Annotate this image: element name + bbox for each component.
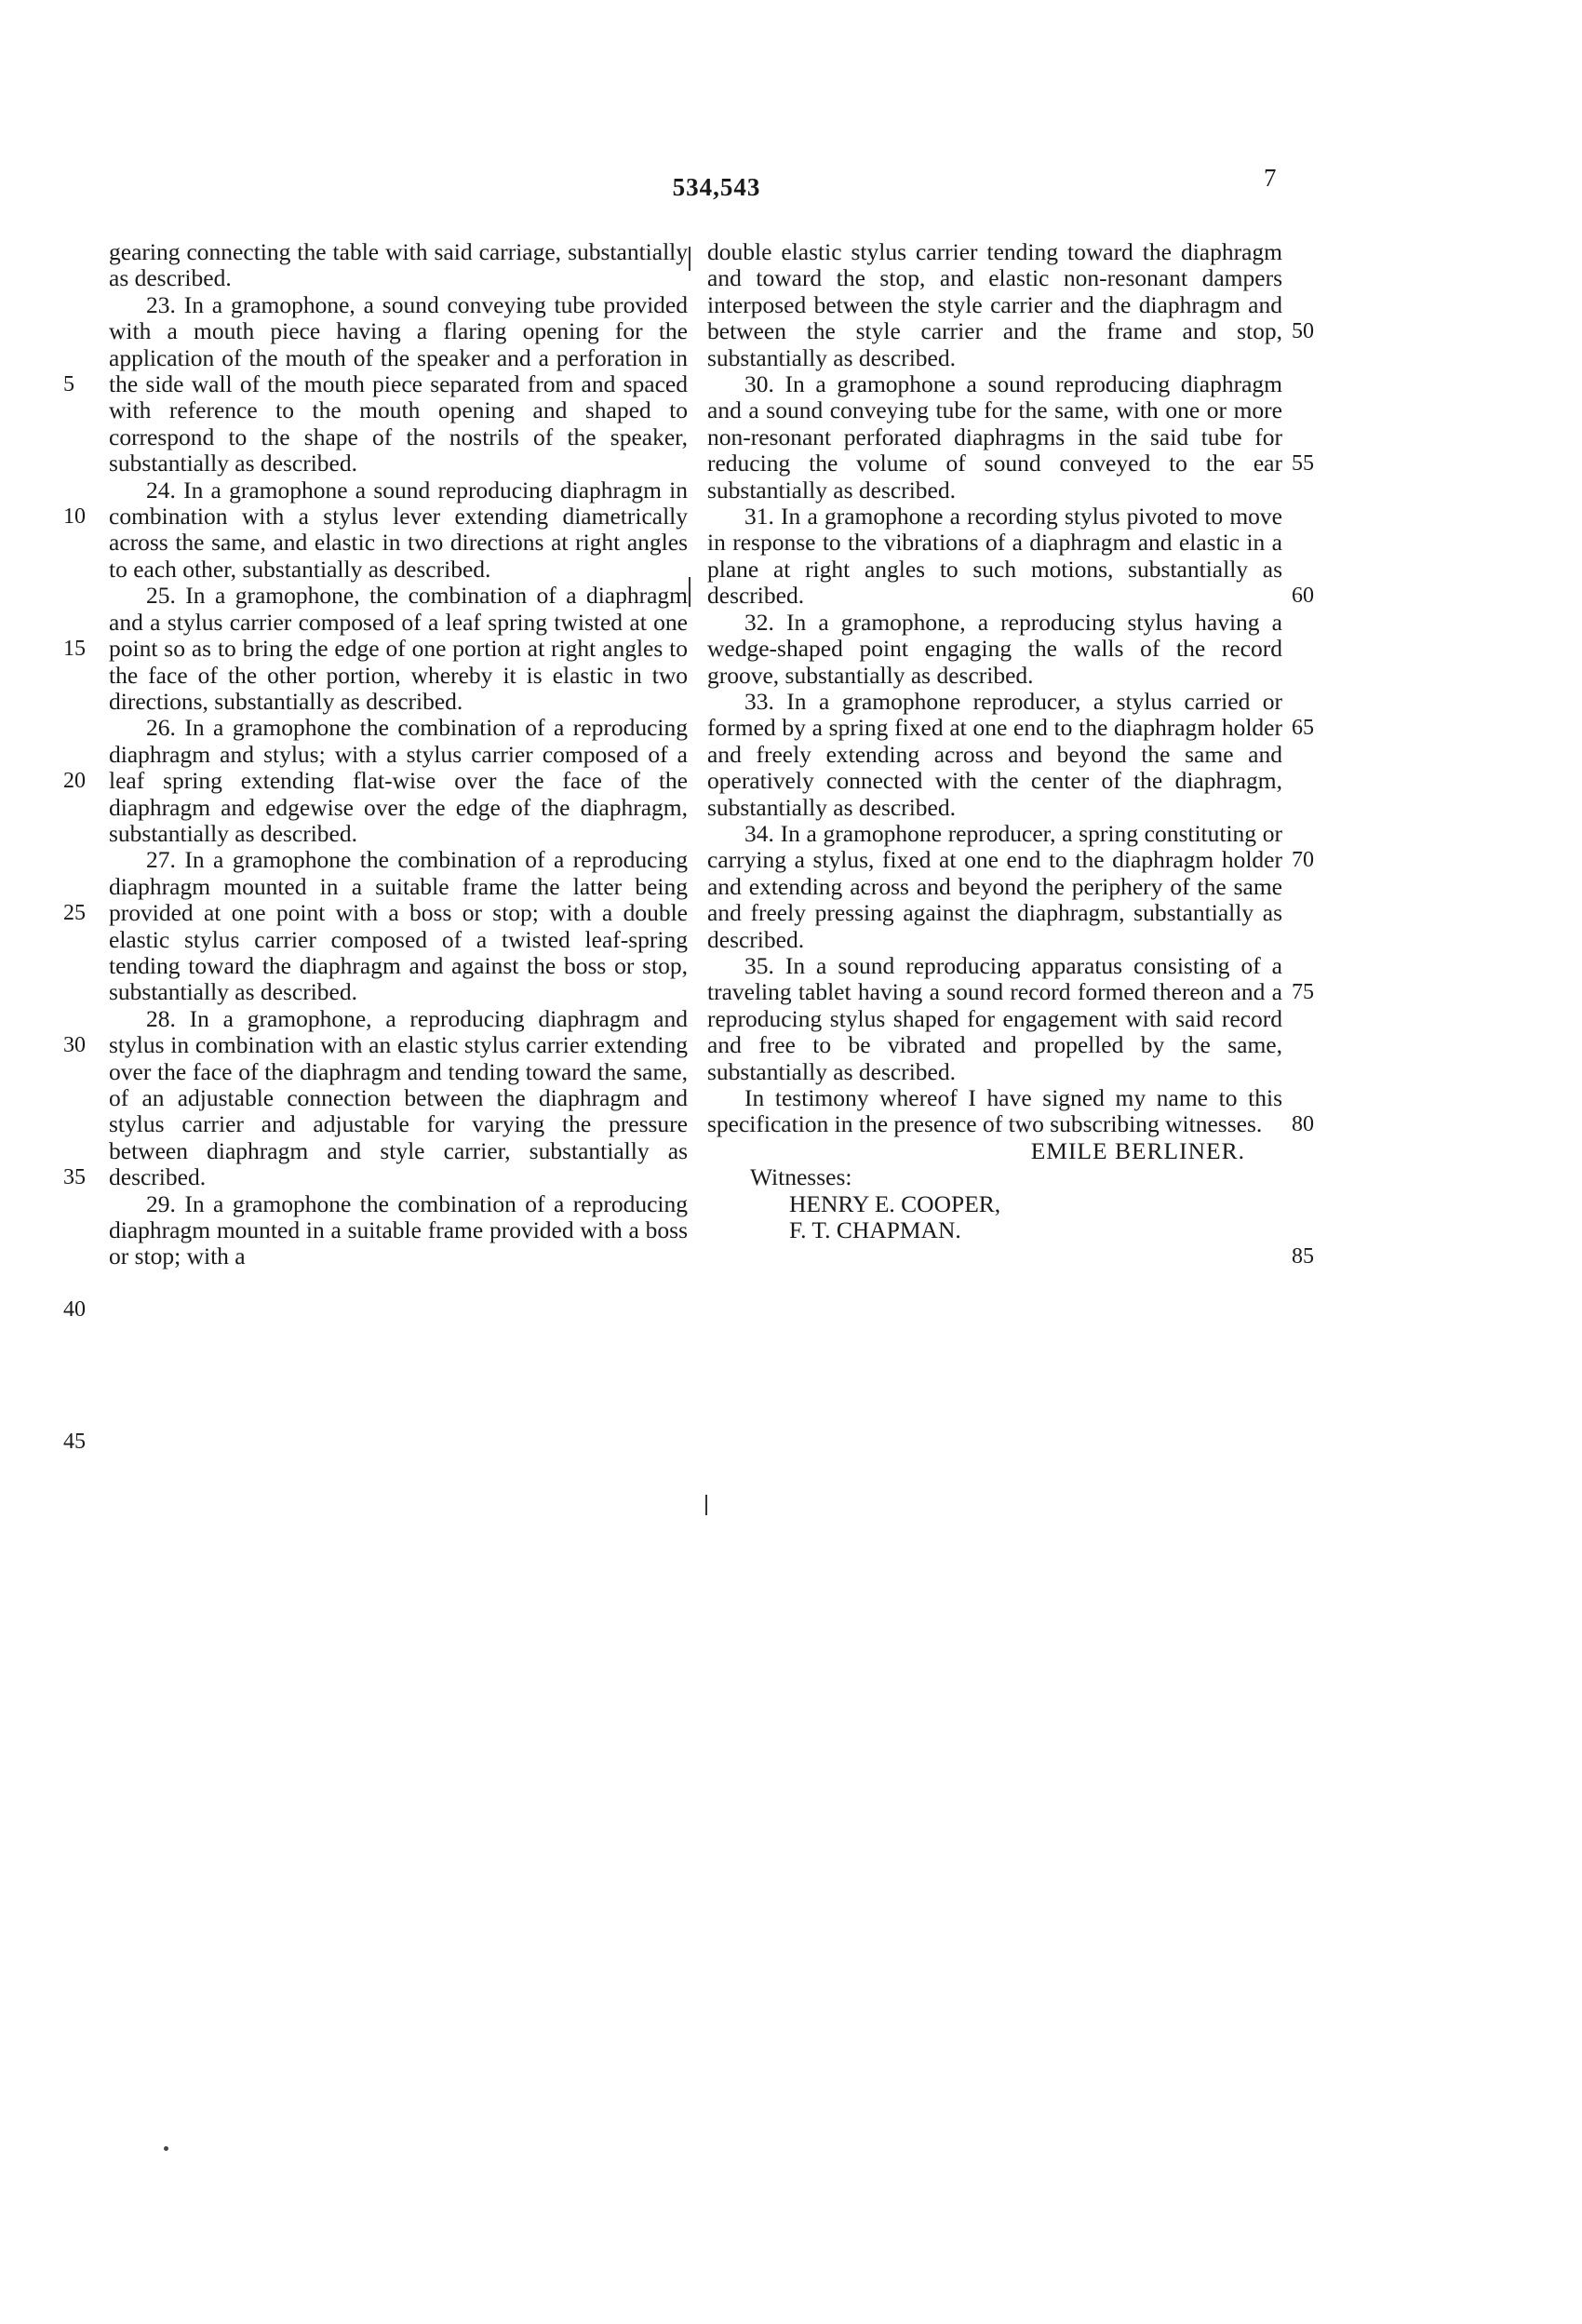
patent-number: 534,543 bbox=[672, 173, 761, 201]
claim-25: 25. In a gramophone, the combination of a diaphragm and a stylus carrier composed of a leaf spring twisted at one point so as to bring the edge of one portion at right angles to the face of the other portion, whereby it is elastic in two directions, substantially as described. bbox=[109, 582, 688, 715]
margin-line-number: 55 bbox=[1292, 451, 1314, 476]
claim-26: 26. In a gramophone the combination of a reproducing diaphragm and stylus; with a stylus carrier composed of a leaf spring extending flat-wise over the face of the diaphragm and edgewise over the edge of the diaphragm, substantially as described. bbox=[109, 714, 688, 847]
claim-32: 32. In a gramophone, a reproducing stylus having a wedge-shaped point engaging the walls of the record groove, substantially as described. bbox=[707, 608, 1282, 689]
left-column bbox=[109, 239, 688, 1270]
column-divider bbox=[705, 1495, 707, 1515]
margin-line-number: 85 bbox=[1292, 1244, 1314, 1269]
margin-line-number: 15 bbox=[63, 637, 86, 661]
margin-line-number: 40 bbox=[63, 1297, 86, 1322]
claim-paragraph: gearing connecting the table with said carriage, substantially as described. bbox=[109, 238, 688, 292]
claim-30: 30. In a gramophone a sound reproducing diaphragm and a sound conveying tube for the same, with one or more non-resonant perforated diaphragms in the said tube for reducing the volume of sound conveyed to the ear substantially as described. bbox=[707, 370, 1282, 504]
claim-33: 33. In a gramophone reproducer, a stylus carried or formed by a spring fixed at one end to the diaphragm holder and freely extending across and beyond the same and operatively connected with the center of the diaphragm, substantially as described. bbox=[707, 687, 1282, 821]
inventor-signature: EMILE BERLINER. bbox=[1030, 1136, 1245, 1164]
margin-line-number: 45 bbox=[63, 1430, 86, 1454]
claim-28: 28. In a gramophone, a reproducing diaphragm and stylus in combination with an elastic stylus carrier extending over the face of the diaphragm and tending toward the same, of an adjustable connection between the diaphragm and stylus carrier and adjustable for varying the pressure between diaphragm and style carrier, substantially as described. bbox=[109, 1004, 688, 1191]
claim-23: 23. In a gramophone, a sound conveying tube provided with a mouth piece having a flaring opening for the application of the mouth of the speaker and a perforation in the side wall of the mouth piece separated from and spaced with reference to the mouth opening and shaped to correspond to the shape of the nostrils of the speaker, substantially as described. bbox=[109, 290, 688, 477]
claim-paragraph: double elastic stylus carrier tending toward the diaphragm and toward the stop, and elastic non-resonant dampers interposed between the style carrier and the diaphragm and between the style carrier and the frame and stop, substantially as described. bbox=[707, 238, 1282, 371]
claim-35: 35. In a sound reproducing apparatus consisting of a traveling tablet having a sound record formed thereon and a reproducing stylus shaped for engagement with said record and free to be vibrated and propelled by the same, substantially as described. bbox=[707, 951, 1282, 1085]
testimony-paragraph: In testimony whereof I have signed my name to this specification in the presence of two subscribing witnesses. bbox=[707, 1084, 1282, 1138]
claim-31: 31. In a gramophone a recording stylus pivoted to move in response to the vibrations of a diaphragm and elastic in a plane at right angles to such motions, substantially as described. bbox=[707, 503, 1282, 610]
claim-24: 24. In a gramophone a sound reproducing diaphragm in combination with a stylus lever extending diametrically across the same, and elastic in two directions at right angles to each other, substantially as described. bbox=[109, 476, 688, 583]
witness-name: F. T. CHAPMAN. bbox=[789, 1216, 961, 1244]
claim-29: 29. In a gramophone the combination of a reproducing diaphragm mounted in a suitable frame provided with a boss or stop; with a bbox=[109, 1189, 688, 1270]
margin-line-number: 80 bbox=[1292, 1112, 1314, 1136]
witnesses-label: Witnesses: bbox=[750, 1163, 852, 1191]
margin-line-number: 20 bbox=[63, 769, 86, 793]
margin-line-number: 75 bbox=[1292, 980, 1314, 1004]
margin-line-number: 25 bbox=[63, 901, 86, 925]
column-divider bbox=[689, 247, 690, 271]
column-divider bbox=[689, 577, 690, 607]
sheet-number: 7 bbox=[1264, 164, 1277, 192]
margin-line-number: 35 bbox=[63, 1165, 86, 1189]
right-column bbox=[707, 239, 1282, 1243]
ink-speck bbox=[164, 2146, 168, 2151]
margin-line-number: 10 bbox=[63, 504, 86, 529]
margin-line-number: 30 bbox=[63, 1033, 86, 1057]
margin-line-number: 50 bbox=[1292, 319, 1314, 343]
witness-name: HENRY E. COOPER, bbox=[789, 1189, 1001, 1217]
margin-line-number: 65 bbox=[1292, 716, 1314, 740]
claim-27: 27. In a gramophone the combination of a reproducing diaphragm mounted in a suitable frame the latter being provided at one point with a boss or stop; with a double elastic stylus carrier composed of a twisted leaf-spring tending toward the diaphragm and against the boss or stop, substantially as described. bbox=[109, 846, 688, 1006]
margin-line-number: 5 bbox=[63, 372, 74, 396]
claim-34: 34. In a gramophone reproducer, a spring constituting or carrying a stylus, fixed at one end to the diaphragm holder and extending across and beyond the periphery of the same and freely pressing against the diaphragm, substantially as described. bbox=[707, 819, 1282, 953]
margin-line-number: 70 bbox=[1292, 848, 1314, 872]
margin-line-number: 60 bbox=[1292, 584, 1314, 608]
